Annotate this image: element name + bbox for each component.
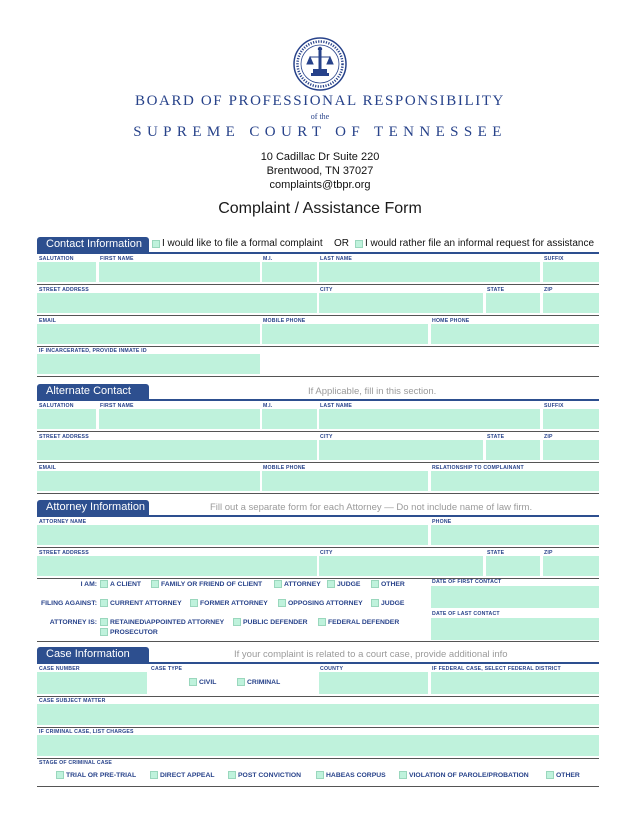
i-am-attorney-checkbox[interactable] (274, 580, 282, 588)
salutation-field[interactable] (37, 262, 96, 282)
i-am-family-label: FAMILY OR FRIEND OF CLIENT (161, 581, 263, 588)
label-last-contact: DATE OF LAST CONTACT (432, 611, 500, 617)
suffix-field[interactable] (543, 262, 599, 282)
against-judge-label: JUDGE (381, 600, 405, 607)
address-line1: 10 Cadillac Dr Suite 220 (260, 151, 380, 163)
stage-other-checkbox[interactable] (546, 771, 554, 779)
alt-mi-field[interactable] (262, 409, 317, 429)
street-address-field[interactable] (37, 293, 317, 313)
alt-label-mi: M.I. (263, 403, 273, 409)
alternate-note: If Applicable, fill in this section. (308, 386, 437, 397)
informal-request-label: I would rather file an informal request for assistance (365, 238, 594, 249)
zip-field[interactable] (543, 293, 599, 313)
case-type-civil-checkbox[interactable] (189, 678, 197, 686)
stage-appeal-checkbox[interactable] (150, 771, 158, 779)
i-am-judge-checkbox[interactable] (327, 580, 335, 588)
first-name-field[interactable] (99, 262, 260, 282)
alt-email-field[interactable] (37, 471, 260, 491)
alt-street-address-field[interactable] (37, 440, 317, 460)
address-line2: Brentwood, TN 37027 (266, 165, 374, 177)
stage-violation-label: VIOLATION OF PAROLE/PROBATION (409, 772, 529, 779)
case-number-field[interactable] (37, 672, 147, 694)
stage-other-label: OTHER (556, 772, 580, 779)
alt-mobile-phone-field[interactable] (262, 471, 428, 491)
formal-complaint-label: I would like to file a formal complaint (162, 238, 323, 249)
i-am-attorney-label: ATTORNEY (284, 581, 321, 588)
is-retained-checkbox[interactable] (100, 618, 108, 626)
stage-trial-checkbox[interactable] (56, 771, 64, 779)
alt-label-suffix: SUFFIX (544, 403, 564, 409)
label-suffix: SUFFIX (544, 256, 564, 262)
is-federal-defender-label: FEDERAL DEFENDER (328, 619, 400, 626)
label-last-name: LAST NAME (320, 256, 353, 262)
is-public-defender-checkbox[interactable] (233, 618, 241, 626)
last-contact-date-field[interactable] (431, 618, 599, 640)
org-of-the: of the (310, 112, 330, 121)
label-email: EMAIL (39, 318, 57, 324)
against-judge-checkbox[interactable] (371, 599, 379, 607)
contact-email: complaints@tbpr.org (269, 179, 371, 191)
alt-label-state: STATE (487, 434, 505, 440)
is-federal-defender-checkbox[interactable] (318, 618, 326, 626)
label-attorney-phone: PHONE (432, 519, 452, 525)
case-type-criminal-label: CRIMINAL (247, 679, 281, 686)
informal-request-checkbox[interactable] (355, 240, 363, 248)
attorney-note: Fill out a separate form for each Attorney — Do not include name of law firm. (210, 502, 533, 513)
i-am-family-checkbox[interactable] (151, 580, 159, 588)
i-am-client-label: A CLIENT (110, 581, 142, 588)
form-title: Complaint / Assistance Form (218, 200, 422, 217)
label-first-contact: DATE OF FIRST CONTACT (432, 579, 502, 585)
attorney-state-field[interactable] (486, 556, 540, 576)
alt-label-street: STREET ADDRESS (39, 434, 89, 440)
county-field[interactable] (319, 672, 428, 694)
state-field[interactable] (486, 293, 540, 313)
stage-habeas-label: HABEAS CORPUS (326, 772, 386, 779)
relationship-field[interactable] (431, 471, 599, 491)
tab-case-information: Case Information (37, 647, 149, 662)
label-home: HOME PHONE (432, 318, 470, 324)
label-charges: IF CRIMINAL CASE, LIST CHARGES (39, 729, 134, 735)
is-retained-label: RETAINED\APPOINTED ATTORNEY (110, 619, 225, 626)
against-former-label: FORMER ATTORNEY (200, 600, 268, 607)
stage-trial-label: TRIAL OR PRE-TRIAL (66, 772, 137, 779)
home-phone-field[interactable] (431, 324, 599, 344)
tab-attorney-information: Attorney Information (37, 500, 149, 515)
label-street: STREET ADDRESS (39, 287, 89, 293)
seal-icon (293, 37, 347, 91)
label-salutation: SALUTATION (39, 256, 74, 262)
attorney-city-field[interactable] (319, 556, 483, 576)
against-current-checkbox[interactable] (100, 599, 108, 607)
label-subject-matter: CASE SUBJECT MATTER (39, 698, 106, 704)
stage-post-conviction-checkbox[interactable] (228, 771, 236, 779)
stage-appeal-label: DIRECT APPEAL (160, 772, 215, 779)
label-stage: STAGE OF CRIMINAL CASE (39, 760, 113, 766)
alt-label-zip: ZIP (544, 434, 553, 440)
i-am-label: I AM: (80, 581, 97, 588)
label-mi: M.I. (263, 256, 273, 262)
against-opposing-label: OPPOSING ATTORNEY (288, 600, 363, 607)
stage-violation-checkbox[interactable] (399, 771, 407, 779)
i-am-judge-label: JUDGE (337, 581, 361, 588)
attorney-name-field[interactable] (37, 525, 428, 545)
case-type-criminal-checkbox[interactable] (237, 678, 245, 686)
against-opposing-checkbox[interactable] (278, 599, 286, 607)
label-county: COUNTY (320, 666, 344, 672)
label-state: STATE (487, 287, 505, 293)
against-current-label: CURRENT ATTORNEY (110, 600, 182, 607)
alt-label-first-name: FIRST NAME (100, 403, 134, 409)
attorney-zip-field[interactable] (543, 556, 599, 576)
case-note: If your complaint is related to a court case, provide additional info (234, 649, 508, 660)
label-case-type: CASE TYPE (151, 666, 183, 672)
charges-field[interactable] (37, 735, 599, 756)
label-city: CITY (320, 287, 333, 293)
is-prosecutor-label: PROSECUTOR (110, 629, 158, 636)
attorney-street-field[interactable] (37, 556, 317, 576)
alt-suffix-field[interactable] (543, 409, 599, 429)
filing-against-label: FILING AGAINST: (40, 600, 97, 607)
label-zip: ZIP (544, 287, 553, 293)
atty-label-street: STREET ADDRESS (39, 550, 89, 556)
i-am-other-checkbox[interactable] (371, 580, 379, 588)
label-case-number: CASE NUMBER (39, 666, 80, 672)
attorney-phone-field[interactable] (431, 525, 599, 545)
or-label: OR (334, 238, 349, 249)
is-public-defender-label: PUBLIC DEFENDER (243, 619, 308, 626)
label-federal-district: IF FEDERAL CASE, SELECT FEDERAL DISTRICT (432, 666, 561, 672)
i-am-other-label: OTHER (381, 581, 405, 588)
label-first-name: FIRST NAME (100, 256, 134, 262)
tab-alternate-contact: Alternate Contact (37, 384, 149, 399)
atty-label-city: CITY (320, 550, 333, 556)
label-inmate: IF INCARCERATED, PROVIDE INMATE ID (39, 348, 147, 354)
attorney-is-label: ATTORNEY IS: (49, 619, 97, 626)
alt-label-last-name: LAST NAME (320, 403, 353, 409)
alt-label-relationship: RELATIONSHIP TO COMPLAINANT (432, 465, 524, 471)
email-field[interactable] (37, 324, 260, 344)
label-attorney-name: ATTORNEY NAME (39, 519, 87, 525)
mobile-phone-field[interactable] (262, 324, 428, 344)
alt-city-field[interactable] (319, 440, 483, 460)
org-name-line2: SUPREME COURT OF TENNESSEE (133, 124, 507, 140)
alt-label-mobile: MOBILE PHONE (263, 465, 306, 471)
is-prosecutor-checkbox[interactable] (100, 628, 108, 636)
alt-label-city: CITY (320, 434, 333, 440)
mi-field[interactable] (262, 262, 317, 282)
inmate-id-field[interactable] (37, 354, 260, 374)
org-name-line1: BOARD OF PROFESSIONAL RESPONSIBILITY (134, 93, 505, 109)
atty-label-zip: ZIP (544, 550, 553, 556)
against-former-checkbox[interactable] (190, 599, 198, 607)
alt-label-salutation: SALUTATION (39, 403, 74, 409)
tab-contact-information: Contact Information (37, 237, 149, 252)
alt-first-name-field[interactable] (99, 409, 260, 429)
case-type-civil-label: CIVIL (199, 679, 217, 686)
label-mobile: MOBILE PHONE (263, 318, 306, 324)
federal-district-select[interactable] (431, 672, 599, 694)
stage-habeas-checkbox[interactable] (316, 771, 324, 779)
alt-zip-field[interactable] (543, 440, 599, 460)
city-field[interactable] (319, 293, 483, 313)
i-am-client-checkbox[interactable] (100, 580, 108, 588)
first-contact-date-field[interactable] (431, 586, 599, 608)
alt-salutation-field[interactable] (37, 409, 96, 429)
alt-last-name-field[interactable] (319, 409, 540, 429)
formal-complaint-checkbox[interactable] (152, 240, 160, 248)
alt-state-field[interactable] (486, 440, 540, 460)
subject-matter-field[interactable] (37, 704, 599, 725)
stage-post-conviction-label: POST CONVICTION (238, 772, 302, 779)
alt-label-email: EMAIL (39, 465, 57, 471)
last-name-field[interactable] (319, 262, 540, 282)
atty-label-state: STATE (487, 550, 505, 556)
